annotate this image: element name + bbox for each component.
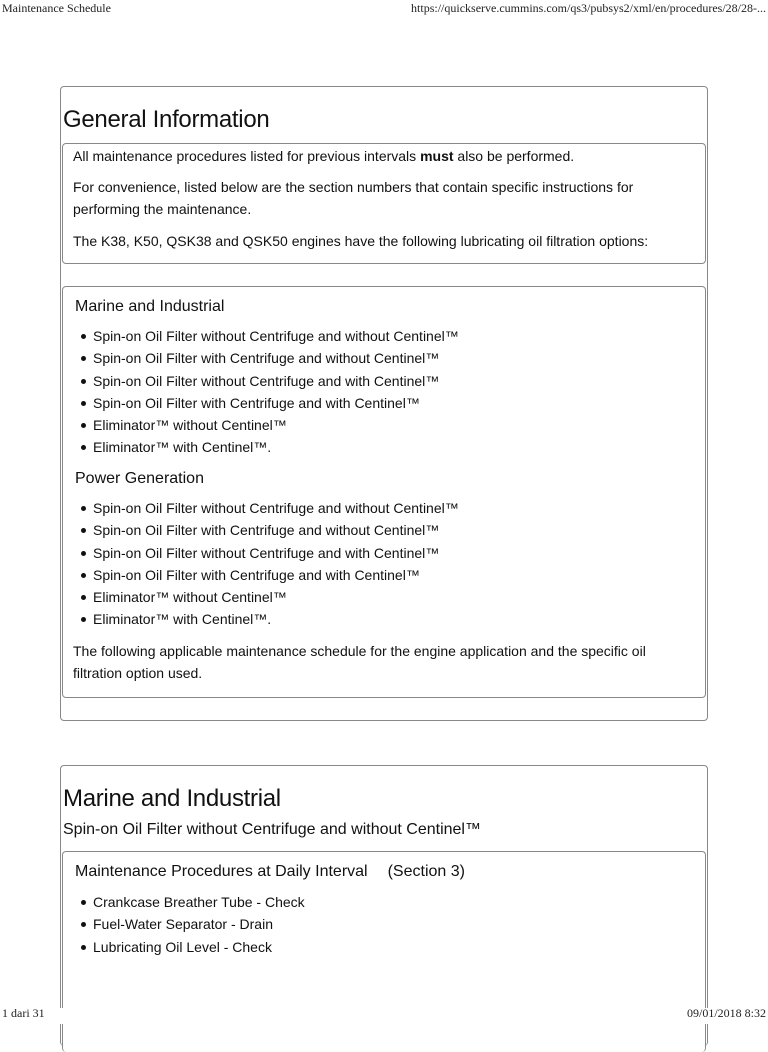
bullet-icon xyxy=(81,423,86,428)
list-item-text: Spin-on Oil Filter with Centrifuge and without Centinel™ xyxy=(93,522,440,539)
page-counter: 1 dari 31 xyxy=(2,1006,45,1020)
list-item xyxy=(65,913,665,935)
intro-paragraph-1 xyxy=(73,145,574,167)
bullet-icon xyxy=(81,379,86,384)
list-item xyxy=(65,347,665,369)
print-header xyxy=(0,0,768,16)
list-item-text: Eliminator™ with Centinel™. xyxy=(93,611,272,628)
bullet-icon xyxy=(81,617,86,622)
list-item-text: Fuel-Water Separator - Drain xyxy=(93,916,273,933)
bullet-icon xyxy=(81,334,86,339)
bullet-icon xyxy=(81,900,86,905)
bullet-icon xyxy=(81,506,86,511)
list-item xyxy=(65,564,665,586)
bullet-icon xyxy=(81,573,86,578)
daily-interval-title: Maintenance Procedures at Daily Interval xyxy=(75,863,368,880)
list-item xyxy=(65,542,665,564)
general-intro-box xyxy=(62,143,706,264)
bullet-icon xyxy=(81,922,86,927)
list-item-text: Spin-on Oil Filter with Centrifuge and without Centinel™ xyxy=(93,350,440,367)
list-item-text: Spin-on Oil Filter with Centrifuge and with Centinel™ xyxy=(93,566,420,583)
power-options-heading: Power Generation xyxy=(75,470,204,487)
list-item-text: Spin-on Oil Filter without Centrifuge and with Centinel™ xyxy=(93,544,440,561)
print-datetime: 09/01/2018 8:32 xyxy=(686,1006,766,1020)
bullet-icon xyxy=(81,945,86,950)
general-information-title: General Information xyxy=(63,106,270,133)
intro-paragraph-2: For convenience, listed below are the section numbers that contain specific instructions for performing the maintenance. xyxy=(73,179,634,217)
bullet-icon xyxy=(81,445,86,450)
list-item xyxy=(65,497,665,519)
list-item xyxy=(65,436,665,458)
page-url: https://quickserve.cummins.com/qs3/pubsys2/xml/en/procedures/28/28-... xyxy=(411,1,766,15)
list-item xyxy=(65,608,665,630)
list-item xyxy=(65,936,665,958)
bullet-icon xyxy=(81,551,86,556)
list-item-text: Spin-on Oil Filter without Centrifuge and with Centinel™ xyxy=(93,372,440,389)
list-item xyxy=(65,586,665,608)
general-information-panel xyxy=(60,86,708,721)
list-item xyxy=(65,392,665,414)
list-item xyxy=(65,891,665,913)
print-footer xyxy=(0,1008,768,1024)
daily-interval-section: (Section 3) xyxy=(387,863,465,880)
bullet-icon xyxy=(81,528,86,533)
list-item-text: Lubricating Oil Level - Check xyxy=(93,938,272,955)
list-item-text: Spin-on Oil Filter with Centrifuge and with Centinel™ xyxy=(93,394,420,411)
power-options-list xyxy=(65,497,665,631)
list-item xyxy=(65,325,665,347)
list-item-text: Eliminator™ without Centinel™ xyxy=(93,417,287,434)
bullet-icon xyxy=(81,595,86,600)
list-item xyxy=(65,414,665,436)
intro-emphasis: must xyxy=(420,148,454,164)
daily-interval-heading xyxy=(75,861,465,883)
daily-procedures-list xyxy=(65,891,665,958)
list-item xyxy=(65,370,665,392)
options-closing-paragraph: The following applicable maintenance schedule for the engine application and the specific oil filtration option used. xyxy=(73,643,646,681)
list-item-text: Eliminator™ without Centinel™ xyxy=(93,589,287,606)
list-item-text: Spin-on Oil Filter without Centrifuge and without Centinel™ xyxy=(93,328,459,344)
bullet-icon xyxy=(81,401,86,406)
marine-options-heading: Marine and Industrial xyxy=(75,298,225,315)
marine-industrial-subtitle: Spin-on Oil Filter without Centrifuge and without Centinel™ xyxy=(63,821,481,838)
page-title: Maintenance Schedule xyxy=(2,1,111,15)
intro-paragraph-3: The K38, K50, QSK38 and QSK50 engines have the following lubricating oil filtration options: xyxy=(73,233,649,249)
list-item-text: Spin-on Oil Filter without Centrifuge and without Centinel™ xyxy=(93,500,459,516)
intro-text-1a: All maintenance procedures listed for previous intervals xyxy=(73,148,421,164)
list-item-text: Eliminator™ with Centinel™. xyxy=(93,439,272,456)
filtration-options-box xyxy=(62,286,706,698)
marine-industrial-title: Marine and Industrial xyxy=(63,785,281,812)
marine-options-list xyxy=(65,325,665,459)
list-item-text: Crankcase Breather Tube - Check xyxy=(93,894,305,910)
list-item xyxy=(65,519,665,541)
intro-text-1b: also be performed. xyxy=(453,148,575,164)
bullet-icon xyxy=(81,356,86,361)
marine-industrial-panel xyxy=(60,765,708,1046)
